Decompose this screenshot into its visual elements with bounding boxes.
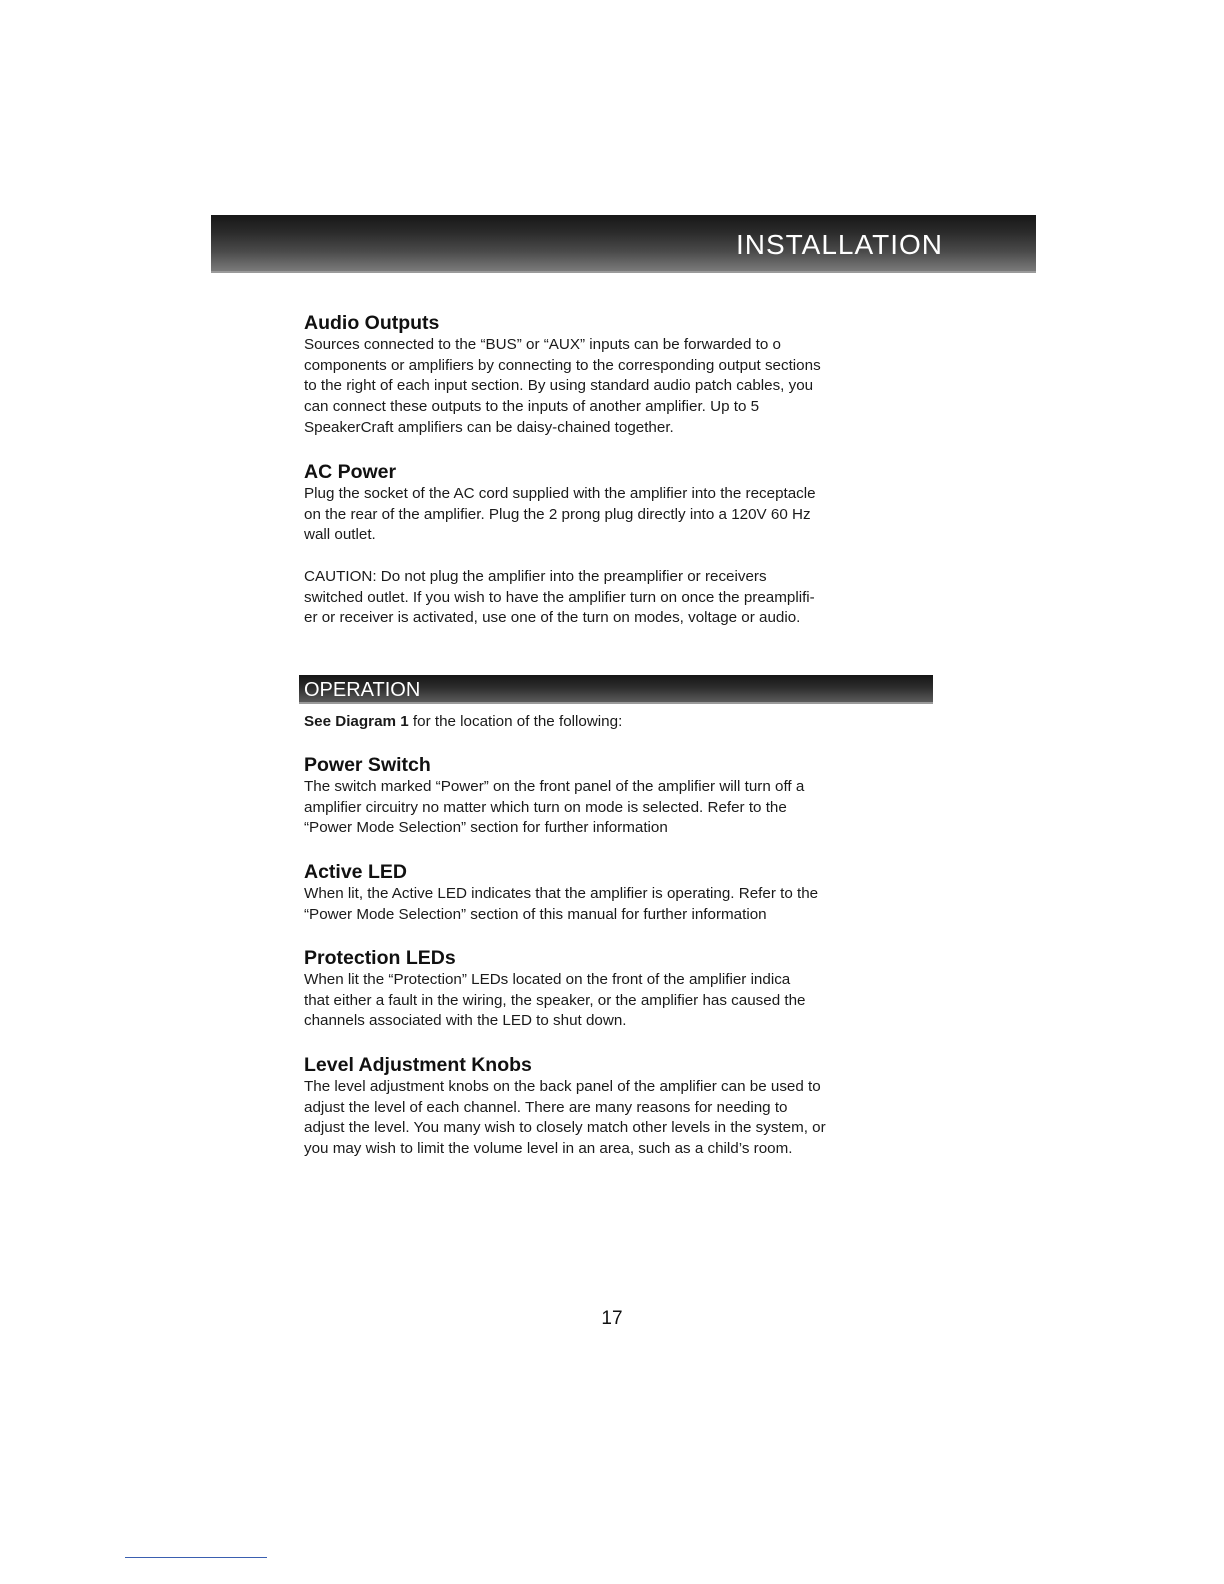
ac-power-heading: AC Power <box>304 461 397 483</box>
see-diagram-text: for the location of the following: <box>408 713 623 730</box>
paragraph-line: Plug the socket of the AC cord supplied with the amplifier into the receptacle <box>304 485 816 502</box>
paragraph-line: that either a fault in the wiring, the speaker, or the amplifier has caused the <box>304 991 806 1009</box>
audio-outputs-heading: Audio Outputs <box>304 312 440 334</box>
paragraph-line: channels associated with the LED to shut down. <box>304 1012 627 1030</box>
paragraph-line: When lit, the Active LED indicates that the amplifier is operating. Refer to the <box>304 885 819 902</box>
paragraph-line: amplifier circuitry no matter which turn on mode is selected. Refer to the <box>304 798 787 816</box>
paragraph-line: The level adjustment knobs on the back panel of the amplifier can be used to <box>304 1078 821 1095</box>
power-switch-paragraph <box>304 777 944 839</box>
active-led-heading: Active LED <box>304 861 407 883</box>
ac-power-paragraph <box>304 484 944 546</box>
power-switch-heading: Power Switch <box>304 754 431 776</box>
footnote-divider <box>125 1557 267 1558</box>
installation-banner <box>211 215 1036 273</box>
active-led-paragraph <box>304 884 944 925</box>
paragraph-line: wall outlet. <box>304 526 376 544</box>
operation-title: OPERATION <box>304 679 421 701</box>
operation-banner <box>299 675 933 704</box>
audio-outputs-paragraph <box>304 335 944 439</box>
see-diagram-reference: See Diagram 1 <box>304 713 409 730</box>
paragraph-line: on the rear of the amplifier. Plug the 2 prong plug directly into a 120V 60 Hz <box>304 505 811 523</box>
paragraph-line: SpeakerCraft amplifiers can be daisy-chained together. <box>304 418 674 436</box>
paragraph-line: Sources connected to the “BUS” or “AUX” inputs can be forwarded to o <box>304 336 781 353</box>
level-knobs-paragraph <box>304 1077 944 1160</box>
caution-paragraph <box>304 567 944 629</box>
paragraph-line: you may wish to limit the volume level in an area, such as a child’s room. <box>304 1140 793 1158</box>
protection-leds-heading: Protection LEDs <box>304 947 456 969</box>
paragraph-line: adjust the level of each channel. There are many reasons for needing to <box>304 1098 788 1116</box>
paragraph-line: switched outlet. If you wish to have the amplifier turn on once the preamplifi- <box>304 588 815 606</box>
paragraph-line: “Power Mode Selection” section for further information <box>304 819 668 837</box>
paragraph-line: “Power Mode Selection” section of this manual for further information <box>304 905 767 923</box>
paragraph-line: The switch marked “Power” on the front panel of the amplifier will turn off a <box>304 778 805 795</box>
see-diagram-note <box>304 712 622 732</box>
page-number: 17 <box>601 1308 623 1329</box>
paragraph-line: CAUTION: Do not plug the amplifier into the preamplifier or receivers <box>304 568 767 585</box>
level-knobs-heading: Level Adjustment Knobs <box>304 1054 532 1076</box>
paragraph-line: components or amplifiers by connecting to the corresponding output sections <box>304 356 821 374</box>
paragraph-line: er or receiver is activated, use one of the turn on modes, voltage or audio. <box>304 609 801 627</box>
paragraph-line: When lit the “Protection” LEDs located on the front of the amplifier indica <box>304 971 791 988</box>
protection-leds-paragraph <box>304 970 944 1032</box>
paragraph-line: to the right of each input section. By using standard audio patch cables, you <box>304 377 814 395</box>
page-title: INSTALLATION <box>735 229 943 260</box>
paragraph-line: adjust the level. You many wish to closely match other levels in the system, or <box>304 1119 826 1137</box>
paragraph-line: can connect these outputs to the inputs of another amplifier. Up to 5 <box>304 398 760 416</box>
